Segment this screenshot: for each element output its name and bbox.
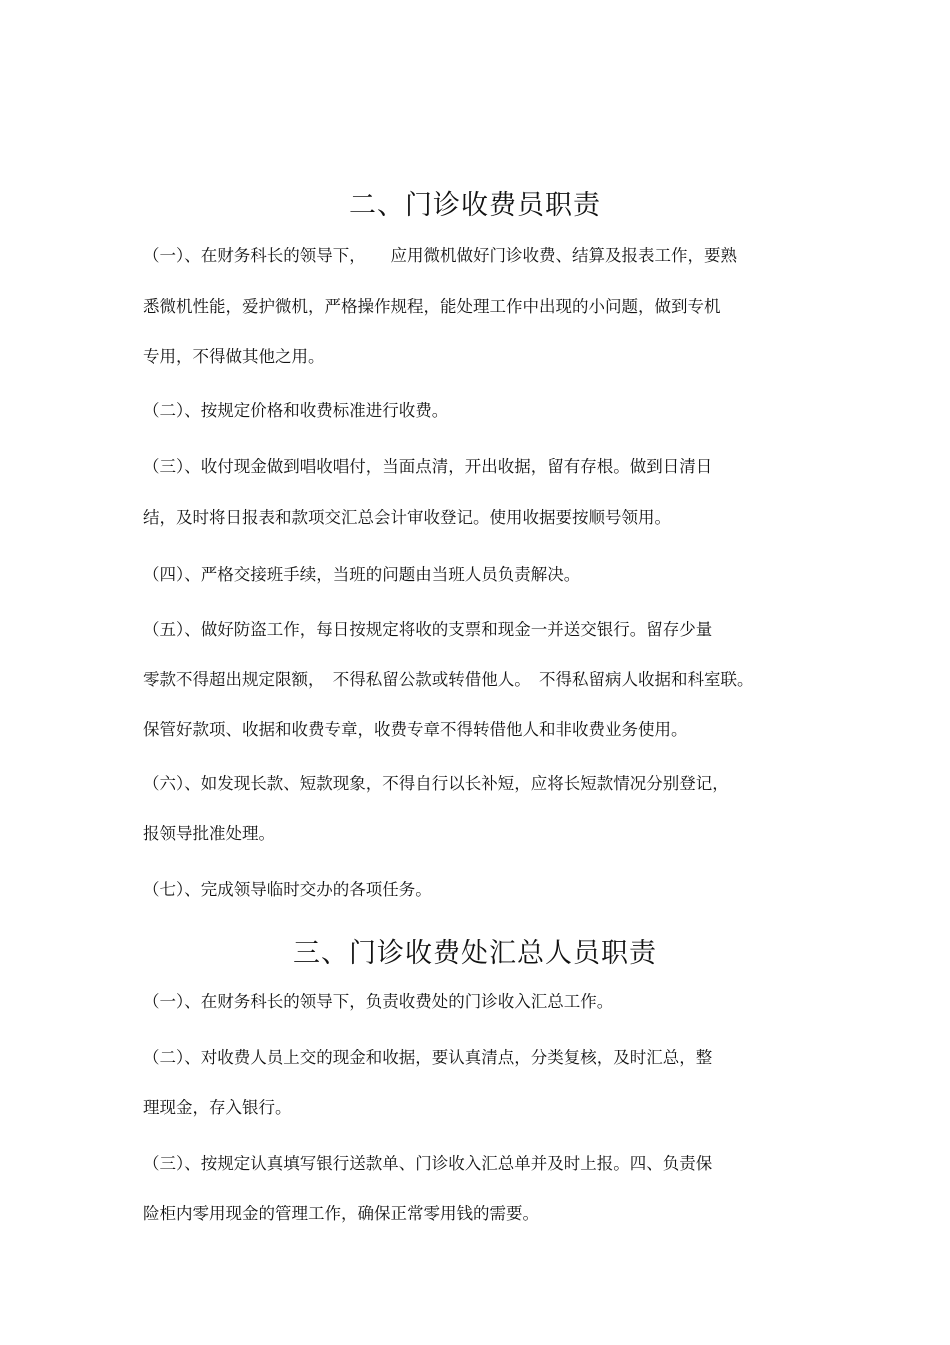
paragraph-line: （一）、在财务科长的领导下，负责收费处的门诊收入汇总工作。 [143,992,614,1011]
paragraph-line: 险柜内零用现金的管理工作，确保正常零用钱的需要。 [143,1204,539,1223]
paragraph-line: （二）、按规定价格和收费标准进行收费。 [143,401,449,420]
section-title-cashier-duties: 二、门诊收费员职责 [349,190,601,221]
paragraph-line: （六）、如发现长款、短款现象，不得自行以长补短，应将长短款情况分别登记， [143,774,729,793]
paragraph-line: 专用，不得做其他之用。 [143,347,325,366]
paragraph-line: 保管好款项、收据和收费专章，收费专章不得转借他人和非收费业务使用。 [143,720,688,739]
paragraph-line: （二）、对收费人员上交的现金和收据，要认真清点，分类复核，及时汇总，整 [143,1048,713,1067]
paragraph-line: （一）、在财务科长的领导下， 应用微机做好门诊收费、结算及报表工作，要熟 [143,246,737,265]
paragraph-line: 报领导批准处理。 [143,824,275,843]
paragraph-line: （三）、收付现金做到唱收唱付，当面点清，开出收据，留有存根。做到日清日 [143,457,713,476]
paragraph-line: （四）、严格交接班手续，当班的问题由当班人员负责解决。 [143,565,581,584]
paragraph-line: 零款不得超出规定限额， 不得私留公款或转借他人。 不得私留病人收据和科室联。 [143,670,754,689]
paragraph-line: 结，及时将日报表和款项交汇总会计审收登记。使用收据要按顺号领用。 [143,508,671,527]
paragraph-line: （五）、做好防盗工作，每日按规定将收的支票和现金一并送交银行。留存少量 [143,620,713,639]
paragraph-line: （七）、完成领导临时交办的各项任务。 [143,880,432,899]
paragraph-line: 理现金，存入银行。 [143,1098,292,1117]
section-title-summary-staff-duties: 三、门诊收费处汇总人员职责 [293,938,657,969]
paragraph-line: （三）、按规定认真填写银行送款单、门诊收入汇总单并及时上报。四、负责保 [143,1154,713,1173]
paragraph-line: 悉微机性能，爱护微机，严格操作规程，能处理工作中出现的小问题，做到专机 [143,297,721,316]
